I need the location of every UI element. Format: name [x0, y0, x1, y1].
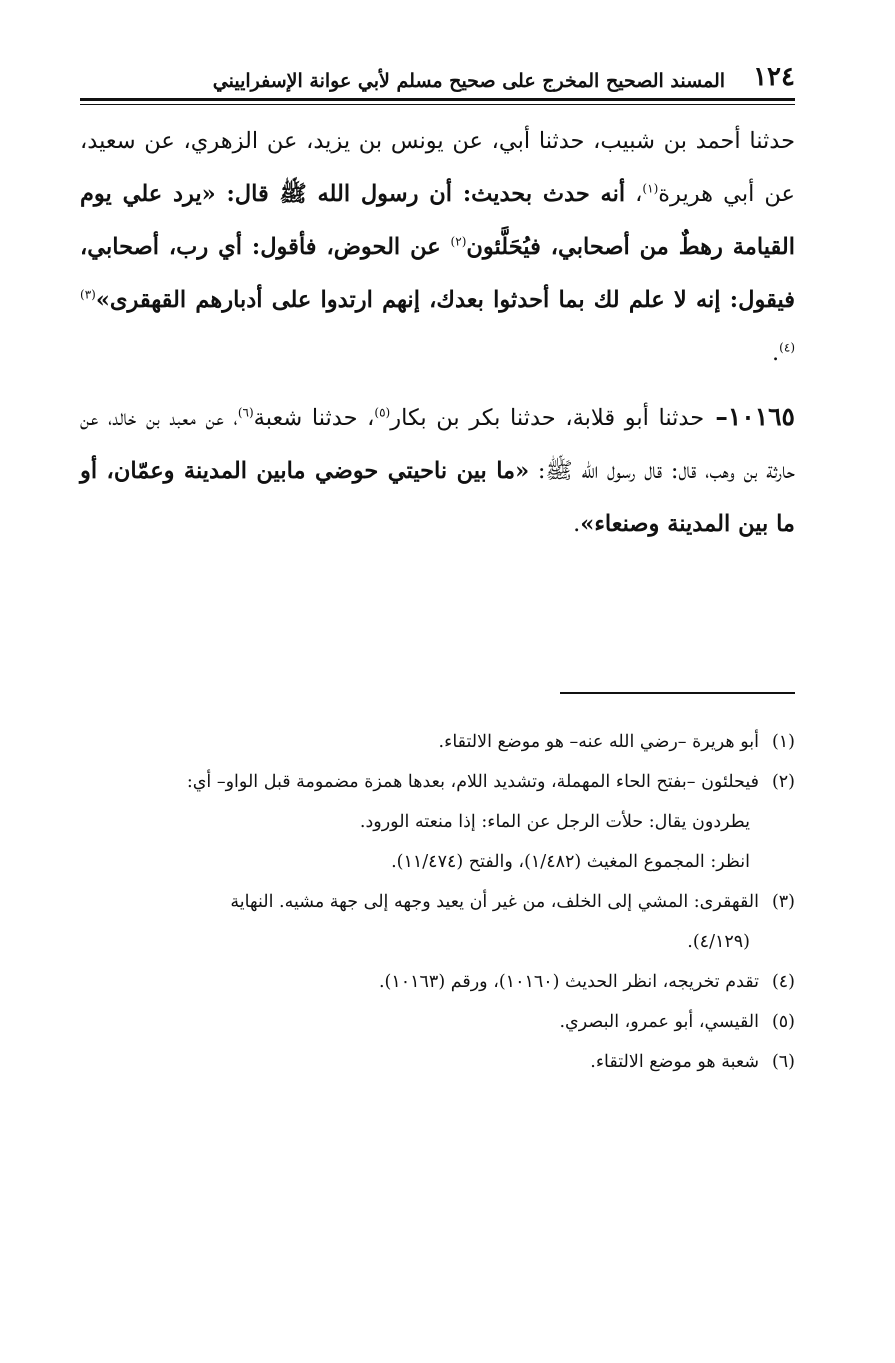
footnote-ref[interactable]: (٥)	[374, 405, 391, 420]
footnote-ref[interactable]: (٢)	[450, 234, 467, 249]
footnote-4: (٤)تقدم تخريجه، انظر الحديث (١٠١٦٠)، ورقم (١٠١٦٣).	[80, 962, 795, 1002]
footnote-5: (٥)القيسي، أبو عمرو، البصري.	[80, 1002, 795, 1042]
hadith-matn: «ما بين ناحيتي حوضي مابين المدينة وعمّان، أو ما بين المدينة وصنعاء»	[80, 458, 795, 537]
header-rule-thin	[80, 104, 795, 105]
page	[80, 52, 795, 551]
running-header	[80, 52, 795, 92]
footnote-2: (٢)فيحلئون –بفتح الحاء المهملة، وتشديد اللام، بعدها همزة مضمومة قبل الواو– أي: يطردون يقال: حلأت الرجل عن الماء: إذا منعته الورود. انظر: المجموع المغيث (١/٤٨٢)، والفتح (١١/٤٧٤).	[80, 762, 795, 882]
footnote-ref[interactable]: (٦)	[237, 405, 254, 420]
hadith-matn: أنه حدث بحديث: أن رسول الله ﷺ قال: «يرد علي يوم القيامة رهطٌ من أصحابي، فيُحَلَّئون	[80, 181, 795, 260]
footnote-3: (٣)القهقرى: المشي إلى الخلف، من غير أن يعيد وجهه إلى جهة مشيه. النهاية (٤/١٢٩).	[80, 882, 795, 962]
footnote-marker: (٦)	[771, 1052, 795, 1072]
footnote-marker: (٣)	[771, 892, 795, 912]
footnote-ref[interactable]: (٤)	[779, 340, 795, 355]
page-number: ١٢٤	[753, 62, 795, 92]
footnote-ref[interactable]: (١)	[642, 181, 659, 196]
footnotes	[80, 722, 795, 1082]
book-title: المسند الصحيح المخرج على صحيح مسلم لأبي عوانة الإسفراييني	[212, 70, 726, 92]
footnote-marker: (٢)	[771, 772, 795, 792]
hadith-paragraph-1: حدثنا أحمد بن شبيب، حدثنا أبي، عن يونس بن يزيد، عن الزهري، عن سعيد، عن أبي هريرة$^{(١)}$، أنه حدث بحديث: أن رسول الله ﷺ قال: «يرد علي يوم القيامة رهطٌ من أصحابي، فيُحَلَّئون$^{(٢)}$ عن الحوض، فأقول: أي رب، أصحابي، فيقول: إنه لا علم لك بما أحدثوا بعدك، إنهم ارتدوا على أدبارهم القهقرى»$^{(٣)(٤)}$.	[80, 128, 795, 366]
hadith-matn: عن الحوض، فأقول: أي رب، أصحابي، فيقول: إنه لا علم لك بما أحدثوا بعدك، إنهم ارتدوا على أدبارهم القهقرى»	[80, 234, 795, 313]
footnote-marker: (٤)	[771, 972, 795, 992]
header-rule-thick	[80, 98, 795, 101]
footnote-1: (١)أبو هريرة –رضي الله عنه– هو موضع الالتقاء.	[80, 722, 795, 762]
hadith-number: ١٠١٦٥	[727, 402, 795, 431]
main-text	[80, 115, 795, 551]
footnote-marker: (١)	[771, 732, 795, 752]
footnote-6: (٦)شعبة هو موضع الالتقاء.	[80, 1042, 795, 1082]
footnote-marker: (٥)	[771, 1012, 795, 1032]
hadith-paragraph-2: ١٠١٦٥– حدثنا أبو قلابة، حدثنا بكر بن بكار$^{(٥)}$، حدثنا شعبة$^{(٦)}$، عن معبد بن خالد، عن حارثة بن وهب، قال: قال رسول الله ﷺ: «ما بين ناحيتي حوضي مابين المدينة وعمّان، أو ما بين المدينة وصنعاء».	[80, 402, 795, 537]
footnote-separator	[560, 692, 795, 694]
footnote-ref[interactable]: (٣)	[80, 287, 96, 302]
